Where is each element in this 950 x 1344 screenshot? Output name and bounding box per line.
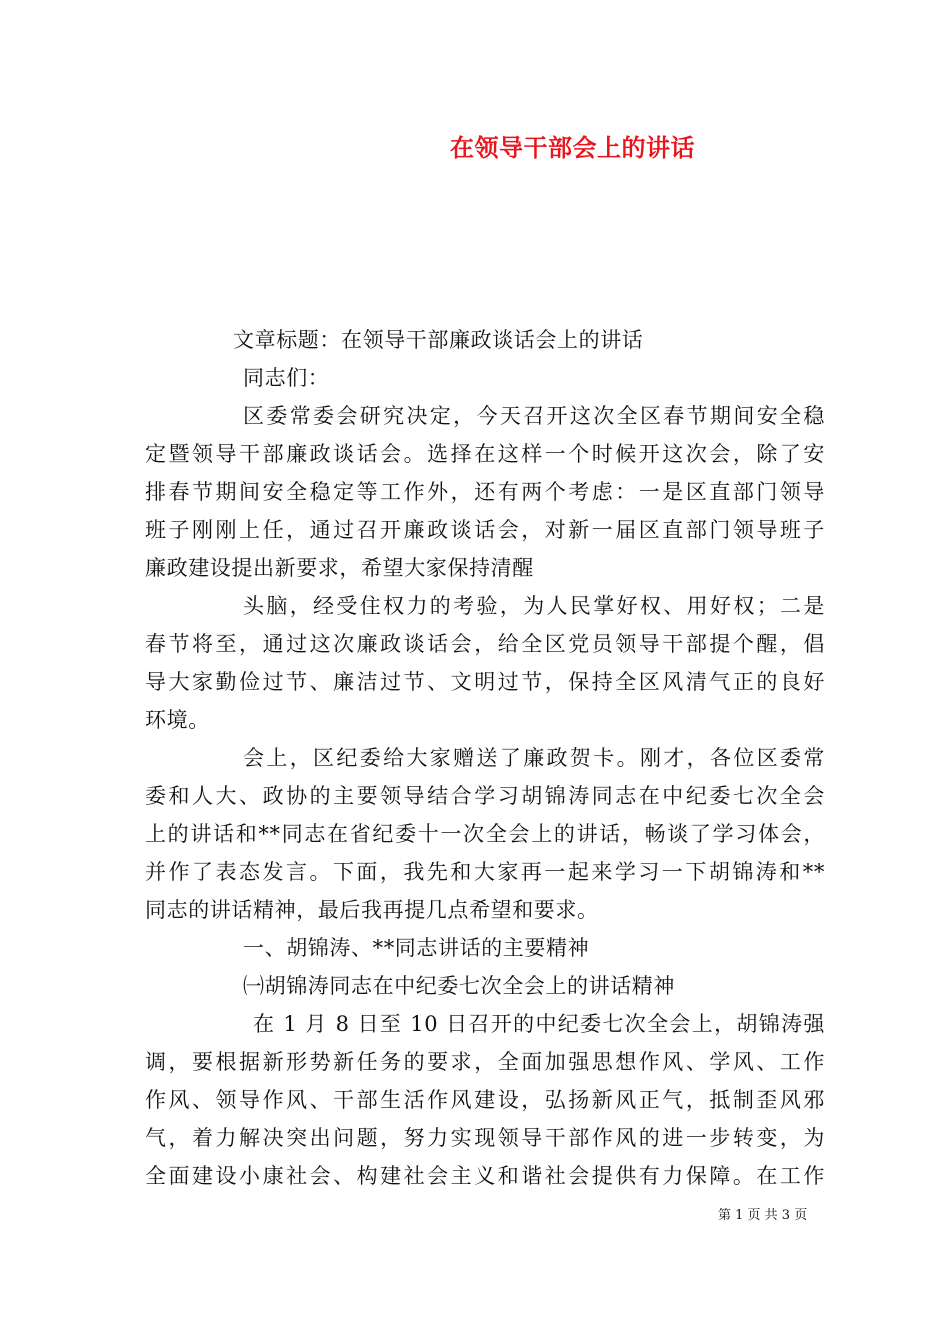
document-title: 在领导干部会上的讲话: [450, 133, 695, 162]
text-line: 同志们：: [243, 366, 330, 390]
text-line: 环境。: [145, 708, 210, 732]
text-line: 气，着力解决突出问题，努力实现领导干部作风的进一步转变，为: [145, 1126, 825, 1150]
text-line: 头脑，经受住权力的考验，为人民掌好权、用好权；二是: [243, 594, 825, 618]
text-line: 导大家勤俭过节、廉洁过节、文明过节，保持全区风清气正的良好: [145, 670, 825, 694]
text-line: 区委常委会研究决定，今天召开这次全区春节期间安全稳: [243, 404, 825, 428]
text-line: 文章标题：在领导干部廉政谈话会上的讲话: [233, 328, 644, 352]
text-line: 调，要根据新形势新任务的要求，全面加强思想作风、学风、工作: [145, 1050, 825, 1074]
text-line: ㈠胡锦涛同志在中纪委七次全会上的讲话精神: [243, 974, 675, 998]
document-body: [145, 321, 825, 1195]
text-line: 会上，区纪委给大家赠送了廉政贺卡。刚才，各位区委常: [243, 746, 825, 770]
text-line: 作风、领导作风、干部生活作风建设，弘扬新风正气，抵制歪风邪: [145, 1088, 825, 1112]
text-line: 委和人大、政协的主要领导结合学习胡锦涛同志在中纪委七次全会: [145, 784, 825, 808]
text-line: 排春节期间安全稳定等工作外，还有两个考虑：一是区直部门领导: [145, 480, 825, 504]
text-line: 廉政建设提出新要求，希望大家保持清醒: [145, 556, 534, 580]
text-line: 上的讲话和**同志在省纪委十一次全会上的讲话，畅谈了学习体会，: [145, 822, 825, 846]
text-line: 并作了表态发言。下面，我先和大家再一起来学习一下胡锦涛和**: [145, 860, 825, 884]
text-line: 全面建设小康社会、构建社会主义和谐社会提供有力保障。在工作: [145, 1164, 825, 1188]
text-line: 在 1 月 8 日至 10 日召开的中纪委七次全会上，胡锦涛强: [253, 1012, 825, 1036]
page-number: 第 1 页 共 3 页: [718, 1208, 808, 1223]
text-line: 春节将至，通过这次廉政谈话会，给全区党员领导干部提个醒，倡: [145, 632, 825, 656]
text-line: 定暨领导干部廉政谈话会。选择在这样一个时候开这次会，除了安: [145, 442, 825, 466]
text-line: 班子刚刚上任，通过召开廉政谈话会，对新一届区直部门领导班子: [145, 518, 825, 542]
text-line: 同志的讲话精神，最后我再提几点希望和要求。: [145, 898, 599, 922]
text-line: 一、胡锦涛、**同志讲话的主要精神: [243, 936, 590, 960]
